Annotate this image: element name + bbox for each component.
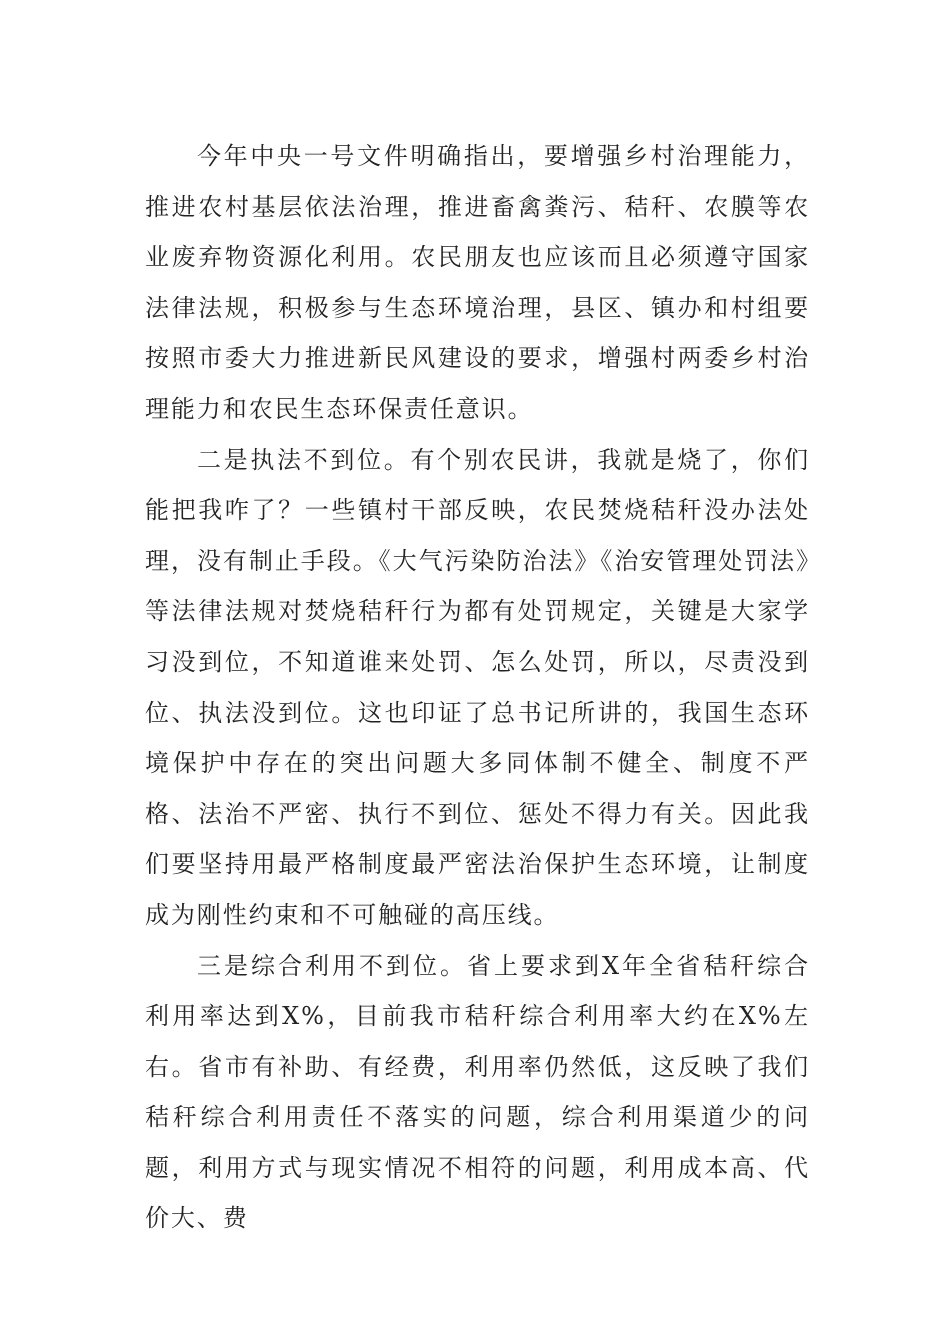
paragraph-law-enforcement: 二是执法不到位。有个别农民讲，我就是烧了，你们能把我咋了？一些镇村干部反映，农民焚烧秸秆没办法处理，没有制止手段。《大气污染防治法》《治安管理处罚法》等法律法规对焚烧秸秆行为都有处罚规定，关键是大家学习没到位，不知道谁来处罚、怎么处罚，所以，尽责没到位、执法没到位。这也印证了总书记所讲的，我国生态环境保护中存在的突出问题大多同体制不健全、制度不严格、法治不严密、执行不到位、惩处不得力有关。因此我们要坚持用最严格制度最严密法治保护生态环境，让制度成为刚性约束和不可触碰的高压线。 (145, 445, 810, 929)
paragraph-comprehensive-utilization: 三是综合利用不到位。省上要求到X年全省秸秆综合利用率达到X%，目前我市秸秆综合利用率大约在X%左右。省市有补助、有经费，利用率仍然低，这反映了我们秸秆综合利用责任不落实的问题，综合利用渠道少的问题，利用方式与现实情况不相符的问题，利用成本高、代价大、费 (145, 951, 810, 1233)
paragraph-village-governance: 今年中央一号文件明确指出，要增强乡村治理能力，推进农村基层依法治理，推进畜禽粪污、秸秆、农膜等农业废弃物资源化利用。农民朋友也应该而且必须遵守国家法律法规，积极参与生态环境治理，县区、镇办和村组要按照市委大力推进新民风建设的要求，增强村两委乡村治理能力和农民生态环保责任意识。 (145, 142, 810, 423)
document-body (145, 131, 810, 1244)
